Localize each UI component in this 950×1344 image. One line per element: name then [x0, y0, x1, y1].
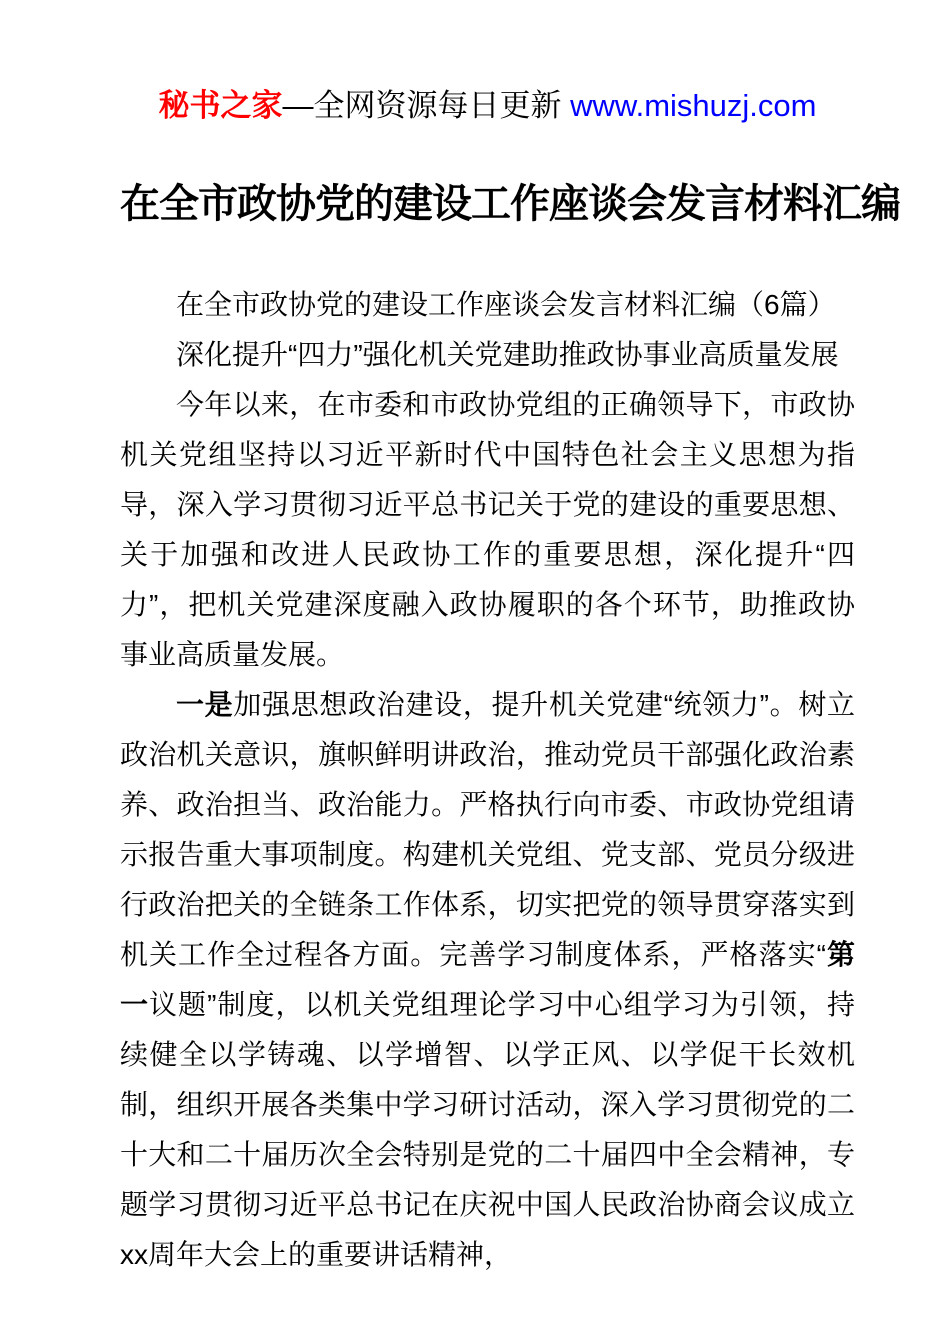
site-url-link[interactable]: www.mishuzj.com [570, 88, 817, 123]
site-tagline: —全网资源每日更新 [282, 88, 571, 123]
paragraph [120, 280, 855, 330]
paragraph [120, 330, 855, 380]
document-body [120, 280, 855, 1280]
paragraph-run-bold: 第一 [120, 939, 855, 1020]
paragraph [120, 380, 855, 680]
paragraph-run: 议题”制度，以机关党组理论学习中心组学习为引领，持续健全以学铸魂、以学增智、以学正风、以学促干长效机制，组织开展各类集中学习研讨活动，深入学习贯彻党的二十大和二十届历次全会特别是党的二十届四中全会精神，专题学习贯彻习近平总书记在庆祝中国人民政治协商会议成立xx周年大会上的重要讲话精神， [120, 989, 855, 1270]
paragraph [120, 680, 855, 1280]
paragraph-run: 在全市政协党的建设工作座谈会发言材料汇编（6篇） [176, 289, 836, 320]
page-title: 在全市政协党的建设工作座谈会发言材料汇编 [120, 182, 900, 226]
site-header [120, 86, 855, 126]
paragraph-run: 加强思想政治建设，提升机关党建“统领力”。树立政治机关意识，旗帜鲜明讲政治，推动党员干部强化政治素养、政治担当、政治能力。严格执行向市委、市政协党组请示报告重大事项制度。构建机关党组、党支部、党员分级进行政治把关的全链条工作体系，切实把党的领导贯穿落实到机关工作全过程各方面。完善学习制度体系，严格落实“ [120, 689, 855, 970]
paragraph-run-bold: 一是 [176, 689, 234, 720]
site-brand: 秘书之家 [158, 88, 283, 123]
paragraph-run: 今年以来，在市委和市政协党组的正确领导下，市政协机关党组坚持以习近平新时代中国特色社会主义思想为指导，深入学习贯彻习近平总书记关于党的建设的重要思想、关于加强和改进人民政协工作的重要思想，深化提升“四力”，把机关党建深度融入政协履职的各个环节，助推政协事业高质量发展。 [120, 389, 855, 670]
paragraph-run: 深化提升“四力”强化机关党建助推政协事业高质量发展 [176, 339, 839, 370]
